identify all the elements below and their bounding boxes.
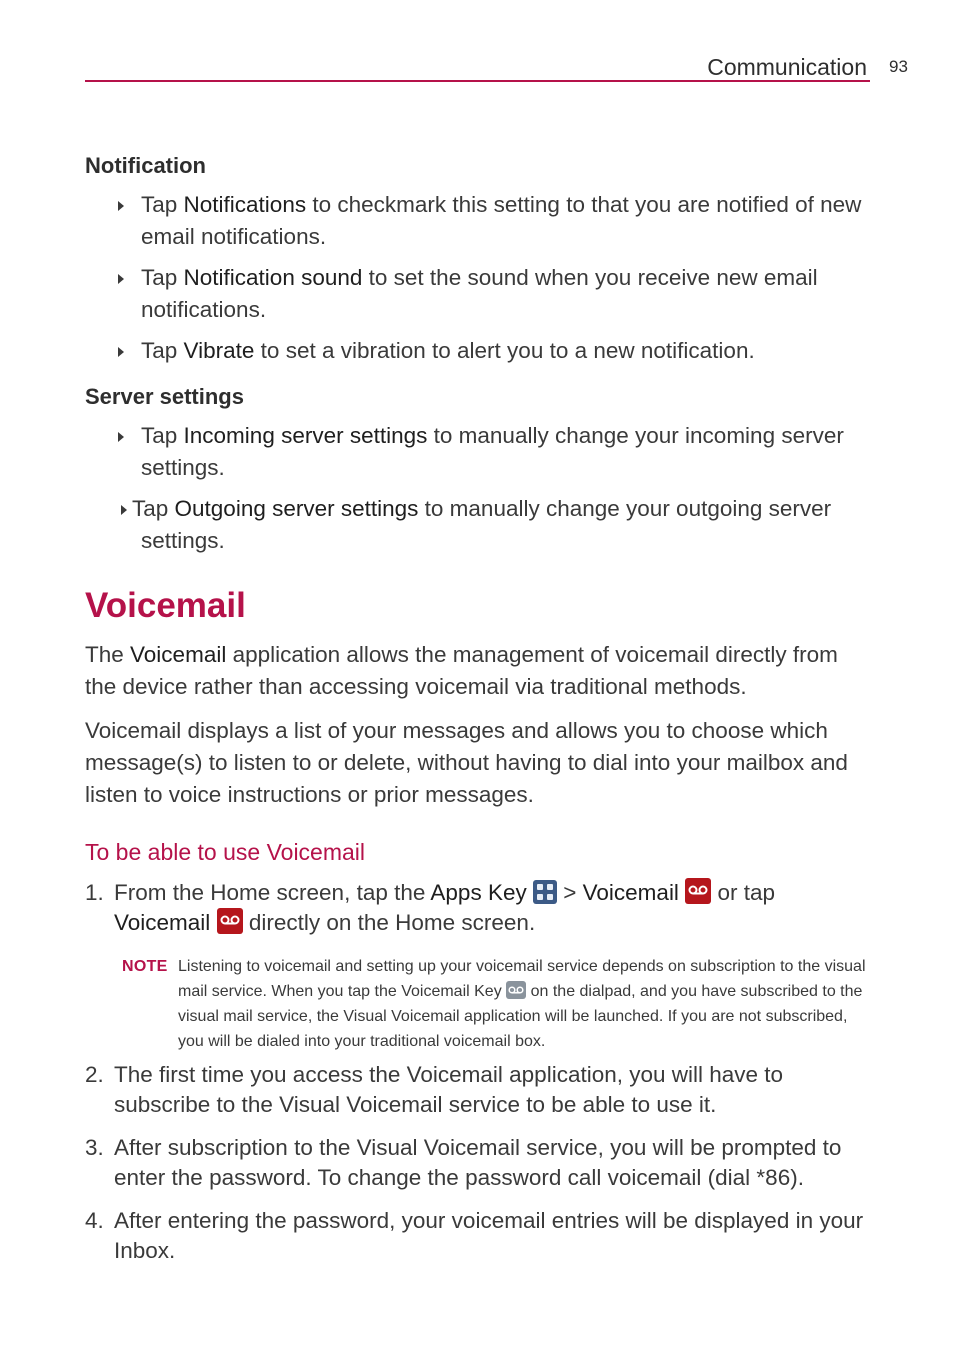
bullet-arrow-icon bbox=[118, 432, 124, 442]
header-divider bbox=[85, 80, 870, 82]
section-title: Communication bbox=[707, 54, 867, 80]
bullet-arrow-icon bbox=[118, 274, 124, 284]
note-label: NOTE bbox=[122, 958, 168, 975]
voicemail-intro: The Voicemail application allows the management of voicemail directly from the device rather than accessing voicemail via traditional methods. bbox=[85, 642, 838, 699]
voicemail-icon bbox=[685, 878, 711, 904]
server-settings-heading: Server settings bbox=[85, 384, 244, 409]
use-voicemail-subheading: To be able to use Voicemail bbox=[85, 839, 366, 865]
voicemail-key-icon bbox=[506, 981, 526, 999]
step-number: 1. bbox=[85, 880, 104, 905]
bullet-arrow-icon bbox=[118, 201, 124, 211]
bullet-arrow-icon bbox=[118, 347, 124, 357]
voicemail-description: Voicemail displays a list of your messages and allows you to choose which message(s) to listen to or delete, without having to dial into your mailbox and listen to voice instructions or prior messages. bbox=[85, 718, 848, 807]
voicemail-icon bbox=[217, 908, 243, 934]
apps-grid-icon bbox=[533, 880, 557, 904]
page-number: 93 bbox=[889, 57, 908, 76]
step-number: 3. bbox=[85, 1135, 104, 1160]
step-number: 2. bbox=[85, 1062, 104, 1087]
bullet-arrow-icon bbox=[121, 505, 127, 515]
notification-heading: Notification bbox=[85, 153, 206, 178]
voicemail-title: Voicemail bbox=[85, 586, 246, 625]
step-number: 4. bbox=[85, 1208, 104, 1233]
